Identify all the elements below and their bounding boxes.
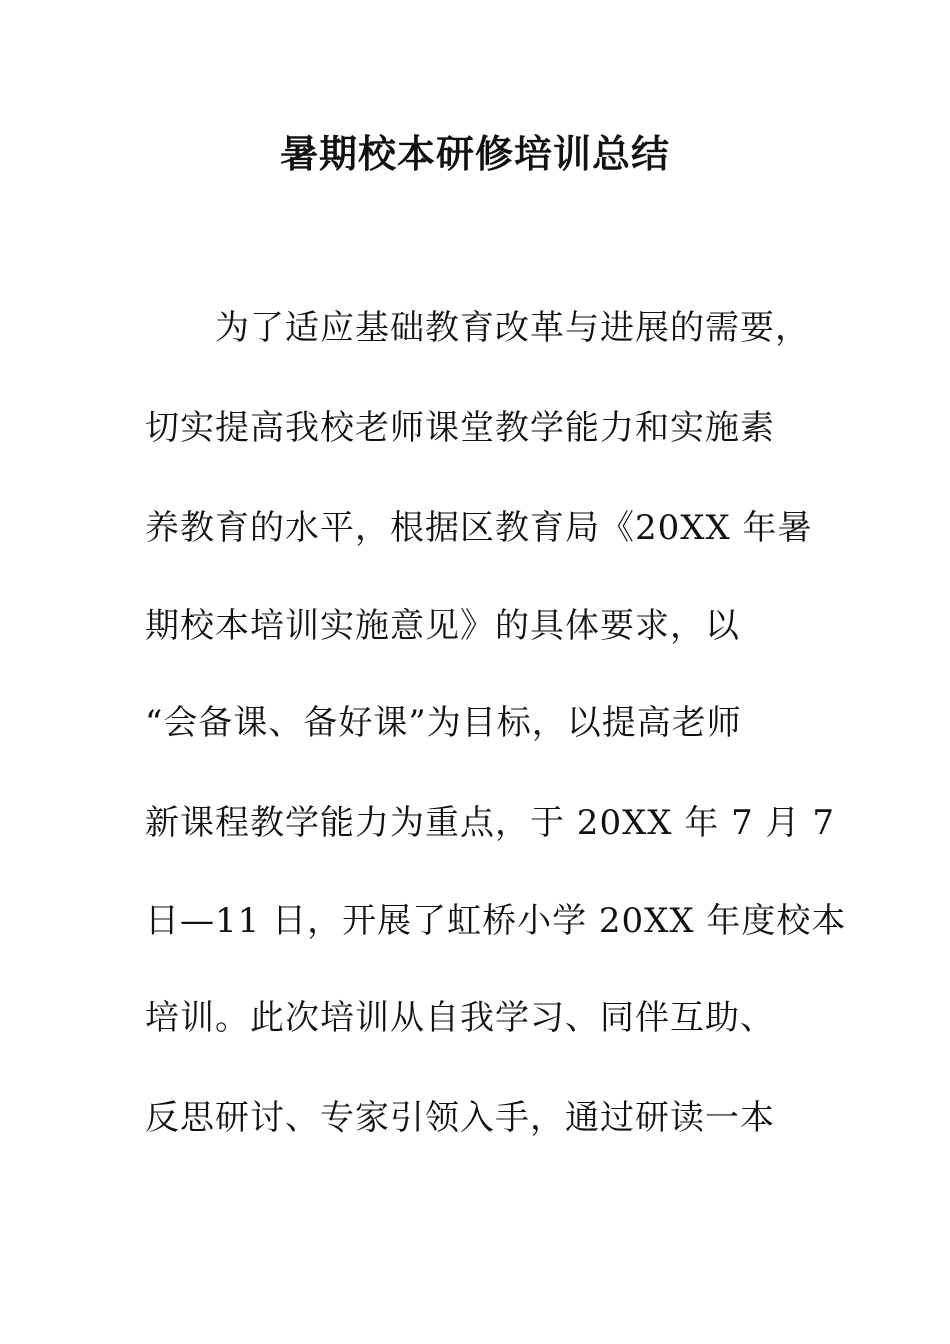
paragraph-line-7: 日—11 日，开展了虹桥小学 20XX 年度校本: [145, 901, 847, 941]
paragraph-line-8: 培训。此次培训从自我学习、同伴互助、: [145, 998, 775, 1038]
paragraph-line-6: 新课程教学能力为重点，于 20XX 年 7 月 7: [145, 803, 835, 843]
paragraph-line-3: 养教育的水平，根据区教育局《20XX 年暑: [145, 508, 813, 548]
paragraph-line-2: 切实提高我校老师课堂教学能力和实施素: [145, 408, 775, 448]
document-title: 暑期校本研修培训总结: [279, 131, 670, 176]
paragraph-line-1: 为了适应基础教育改革与进展的需要，: [215, 308, 810, 348]
paragraph-line-4: 期校本培训实施意见》的具体要求，以: [145, 606, 740, 646]
paragraph-line-5: “会备课、备好课”为目标，以提高老师: [145, 703, 742, 743]
paragraph-line-9: 反思研讨、专家引领入手，通过研读一本: [145, 1098, 775, 1138]
